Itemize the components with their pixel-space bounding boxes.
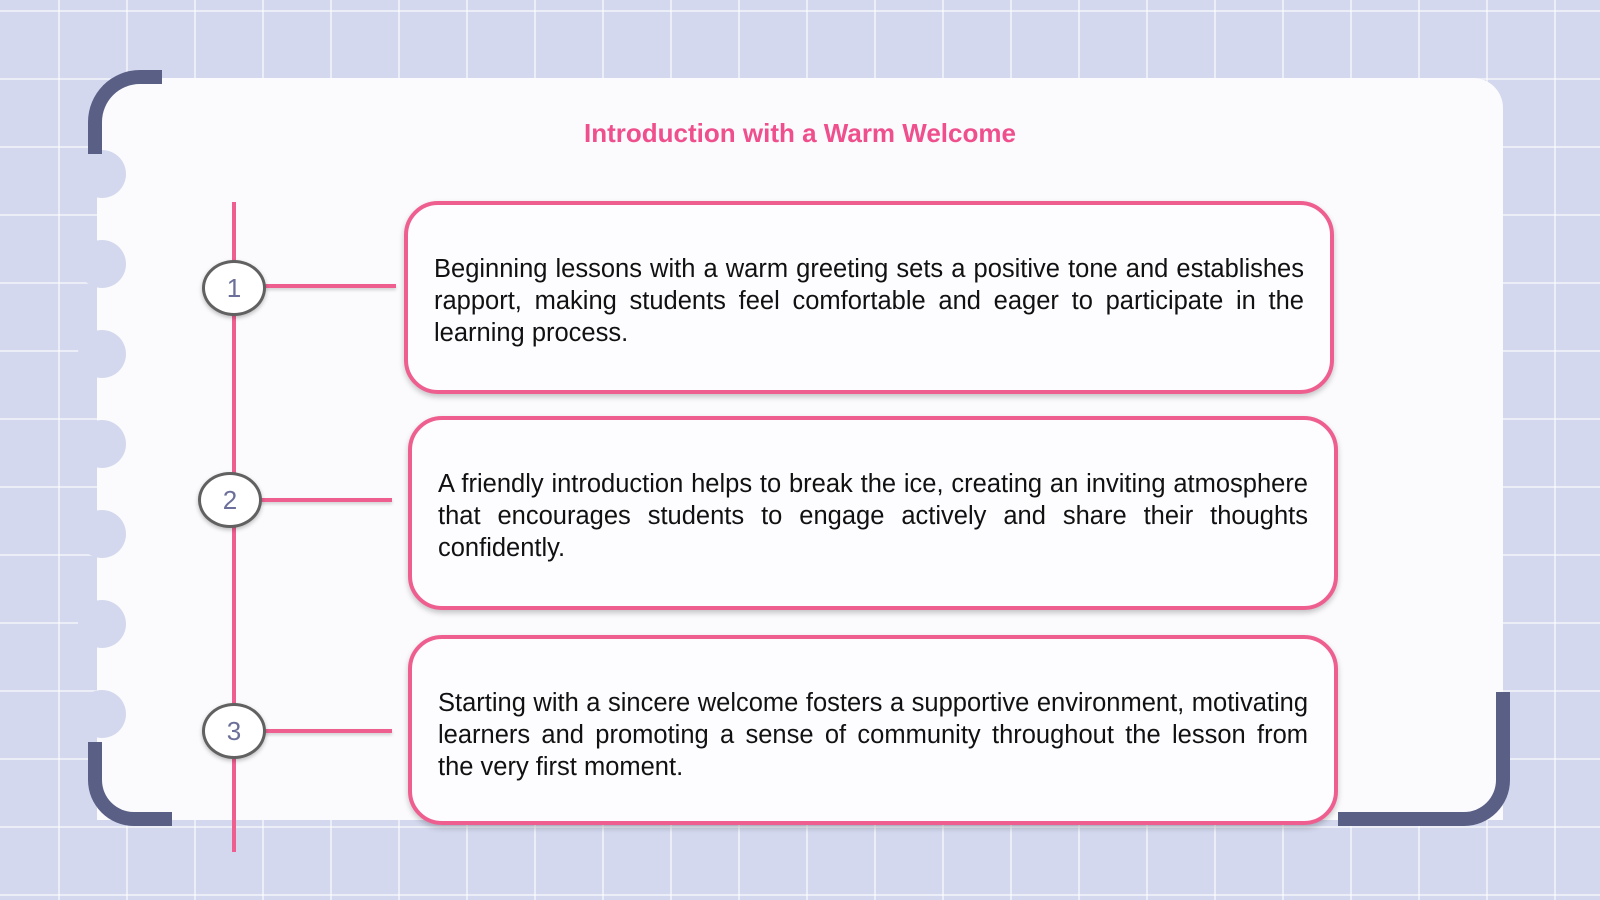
- step-number-badge: [198, 472, 262, 528]
- step-number: 2: [222, 484, 238, 515]
- step-connector: [258, 498, 392, 502]
- step-card: [408, 635, 1338, 825]
- step-connector: [262, 729, 392, 733]
- step-number: 3: [226, 715, 242, 746]
- corner-bracket-bottom-right: [1338, 692, 1510, 826]
- paper-scallop: [78, 240, 126, 288]
- step-card: [408, 416, 1338, 610]
- step-number: 1: [226, 272, 242, 303]
- paper-scallop: [78, 330, 126, 378]
- step-card: [404, 201, 1334, 394]
- slide-title: Introduction with a Warm Welcome: [584, 118, 1016, 148]
- step-number-badge: [202, 703, 266, 759]
- step-number-badge: [202, 260, 266, 316]
- corner-bracket-top-left: [88, 70, 162, 154]
- step-text: A friendly introduction helps to break the ice, creating an inviting atmosphere that encourages students to engage actively and share their thoughts confidently.: [438, 470, 1308, 562]
- step-text: Beginning lessons with a warm greeting sets a positive tone and establishes rapport, making students feel comfortable and eager to participate in the learning process.: [434, 255, 1304, 347]
- paper-scallop: [78, 690, 126, 738]
- paper-scallop: [78, 150, 126, 198]
- step-connector: [262, 284, 396, 288]
- paper-scallop: [78, 600, 126, 648]
- step-text: Starting with a sincere welcome fosters a supportive environment, motivating learners and promoting a sense of community throughout the lesson from the very first moment.: [438, 689, 1308, 781]
- paper-scallop: [78, 420, 126, 468]
- paper-scallop: [78, 510, 126, 558]
